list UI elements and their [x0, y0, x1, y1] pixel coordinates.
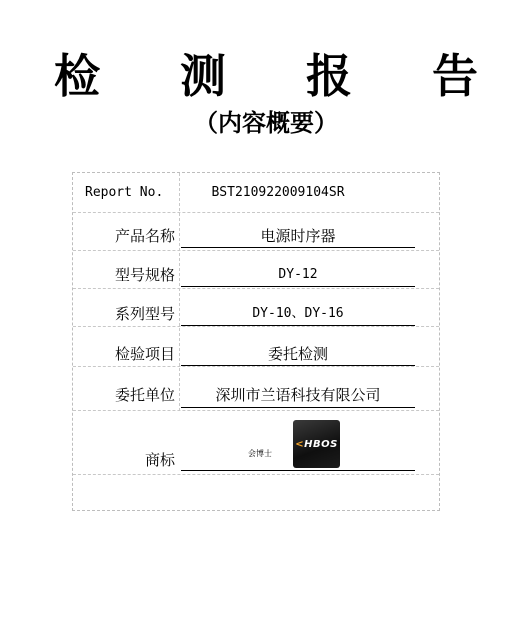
client-value: 深圳市兰语科技有限公司: [215, 386, 381, 404]
report-title: 检 测 报 告: [53, 49, 511, 103]
row-divider: [73, 366, 439, 367]
series-model-value: DY-10、DY-16: [252, 306, 344, 321]
trademark-underline: [181, 470, 415, 471]
series-model-underline: [181, 325, 415, 326]
client-underline: [181, 407, 415, 408]
column-divider: [179, 173, 180, 411]
client-label: 委托单位: [114, 386, 175, 404]
report-no-label: Report No.: [85, 185, 164, 200]
model-spec-underline: [181, 286, 415, 287]
report-subtitle: （内容概要）: [194, 108, 338, 137]
summary-table: [72, 172, 440, 511]
row-divider: [73, 410, 439, 411]
inspection-item-label: 检验项目: [114, 345, 175, 363]
product-name-label: 产品名称: [114, 227, 175, 245]
product-name-underline: [181, 247, 415, 248]
row-divider: [73, 250, 439, 251]
model-spec-label: 型号规格: [114, 266, 175, 284]
inspection-item-underline: [181, 365, 415, 366]
product-name-value: 电源时序器: [260, 227, 336, 245]
row-divider: [73, 288, 439, 289]
inspection-item-value: 委托检测: [267, 345, 328, 363]
model-spec-value: DY-12: [278, 267, 318, 282]
hbos-logo: [293, 420, 340, 468]
row-divider: [73, 474, 439, 475]
trademark-caption: 会博士: [248, 449, 272, 458]
row-divider: [73, 326, 439, 327]
report-no-value: BST210922009104SR: [211, 185, 345, 200]
trademark-label: 商标: [144, 451, 175, 469]
logo-text: HBOS: [304, 438, 338, 450]
logo-mark: <: [295, 438, 305, 450]
row-divider: [73, 212, 439, 213]
series-model-label: 系列型号: [114, 305, 175, 323]
